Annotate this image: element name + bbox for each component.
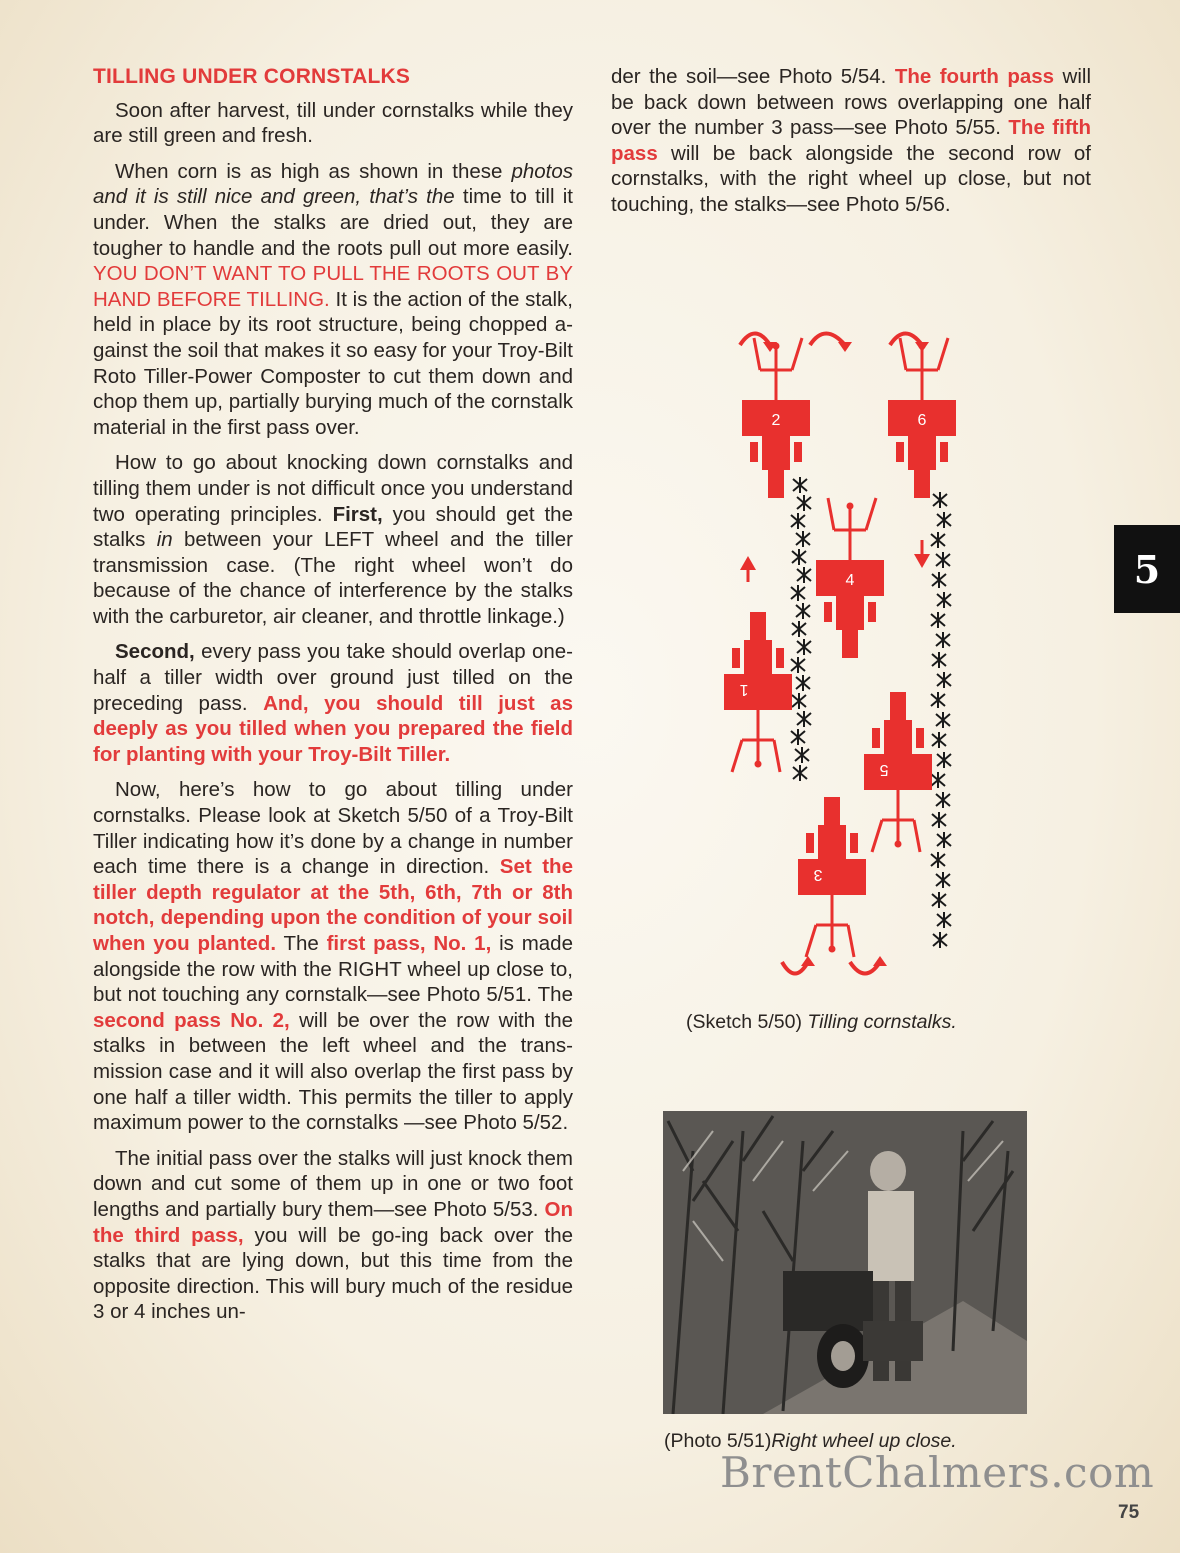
paragraph-continued — [611, 64, 1091, 218]
text: will be back alongside the second row of cornstalks, with the right wheel up close, but not touching, the stalks—see Photo 5/56. — [611, 141, 1091, 216]
paragraph-4 — [93, 639, 573, 767]
tiller-4 — [816, 498, 884, 658]
text: (Sketch 5/50) — [686, 1011, 808, 1033]
sketch-caption — [686, 1011, 957, 1034]
text-red-bold: second pass No. 2, — [93, 1008, 290, 1032]
cornstalk-row-right — [931, 492, 951, 948]
text: Soon after harvest, till under cornstalks while they are still green and fresh. — [93, 98, 573, 148]
text-italic: Right wheel up close. — [771, 1430, 957, 1452]
left-column — [93, 64, 573, 1335]
paragraph-3 — [93, 450, 573, 629]
cornstalk-row-left — [791, 477, 811, 781]
text-italic: Tilling cornstalks. — [807, 1011, 957, 1033]
text-italic: photos and it is still nice and green, that’s the — [93, 159, 573, 209]
page-number: 75 — [1118, 1502, 1140, 1523]
text-bold: First, — [332, 502, 383, 526]
paragraph-6 — [93, 1146, 573, 1325]
tiller-3 — [798, 797, 866, 957]
text-red: YOU DON’T WANT TO PULL THE ROOTS OUT BY HAND BEFORE TILLING. — [93, 262, 573, 311]
paragraph-2 — [93, 159, 573, 441]
cornfield-photo — [663, 1111, 1027, 1414]
text: is made alongside the row with the RIGHT wheel up close to, but not touching any cornstalk—see Photo 5/51. The — [93, 932, 573, 1007]
text-red-bold: The fourth pass — [894, 65, 1055, 88]
text-red-bold: On the third pass, — [93, 1197, 573, 1247]
text: every pass you take should overlap one-half a tiller width over ground just tilled on the preceding pass. — [93, 640, 573, 715]
text: The — [276, 932, 327, 955]
tiller-1 — [724, 612, 792, 772]
text: will be over the row with the stalks in between the left wheel and the trans-mission case and it will also overlap the first pass by one half a tiller width. This permits the tiller to apply maximum power to the cornstalks —see Photo 5/52. — [93, 1008, 573, 1135]
text: When corn is as high as shown in these — [115, 159, 512, 183]
text: you should get the stalks — [93, 502, 573, 552]
text: between your LEFT wheel and the tiller transmission case. (The right wheel won’t do because of the chance of interference by the stalks with the carburetor, air cleaner, and throttle linkage.) — [93, 528, 573, 628]
tiller-label: 2 — [771, 412, 781, 429]
photo-illustration — [663, 1111, 1027, 1414]
text-italic: in — [156, 528, 173, 552]
text-bold: Second, — [115, 640, 195, 664]
chapter-tab: 5 — [1114, 525, 1180, 613]
paragraph-1 — [93, 98, 573, 149]
text: will be back down between rows overlapping one half over the number 3 pass—see Photo 5/55. — [611, 65, 1092, 140]
watermark: BrentChalmers.com — [720, 1448, 1155, 1497]
text-red-bold: The fifth pass — [611, 116, 1091, 165]
text: Now, here’s how to go about tilling under cornstalks. Please look at Sketch 5/50 of a Troy-Bilt Tiller indicating how it’s done by a change in number each time there is a change in direction. — [93, 778, 573, 879]
text: you will be go-ing back over the stalks that are lying down, but this time from the opposite direction. This will bury much of the residue 3 or 4 inches un- — [93, 1223, 573, 1324]
tiller-label: 1 — [739, 681, 749, 698]
text: It is the action of the stalk, held in place by its root structure, being chopped a-gainst the soil that makes it so easy for your Troy-Bilt Roto Tiller-Power Composter to cut them down and chop them up, partially burying much of the cornstalk material in the first pass over. — [93, 287, 574, 439]
text-red-bold: And, you should till just as deeply as you tilled when you prepared the field for planting with your Troy-Bilt Tiller. — [93, 691, 573, 766]
paragraph-5 — [93, 777, 573, 1135]
text-red-bold: first pass, No. 1, — [326, 932, 492, 955]
text: The initial pass over the stalks will just knock them down and cut some of them up in one or two foot lengths and partially bury them—see Photo 5/53. — [93, 1146, 573, 1221]
tiller-5 — [864, 692, 932, 852]
text: (Photo 5/51) — [664, 1430, 772, 1452]
tiller-2 — [742, 338, 810, 498]
text: How to go about knocking down cornstalks and tilling them under is not difficult once you understand two operating principles. — [93, 451, 573, 526]
tilling-sketch — [700, 300, 1000, 990]
tiller-label: 5 — [879, 761, 889, 778]
tiller-label: 3 — [813, 866, 823, 883]
right-column — [611, 64, 1091, 228]
text: der the soil—see Photo 5/54. — [611, 65, 895, 88]
text-red-bold: Set the tiller depth regulator at the 5th, 6th, 7th or 8th notch, depending upon the condition of your soil when you planted. — [93, 855, 573, 955]
tiller-label: 6 — [917, 412, 927, 429]
text: time to till it under. When the stalks are dried out, they are tougher to handle and the roots pull out more easily. — [93, 185, 573, 260]
section-heading: TILLING UNDER CORNSTALKS — [93, 65, 411, 88]
tiller-6 — [888, 338, 956, 498]
tiller-label: 4 — [845, 572, 855, 589]
